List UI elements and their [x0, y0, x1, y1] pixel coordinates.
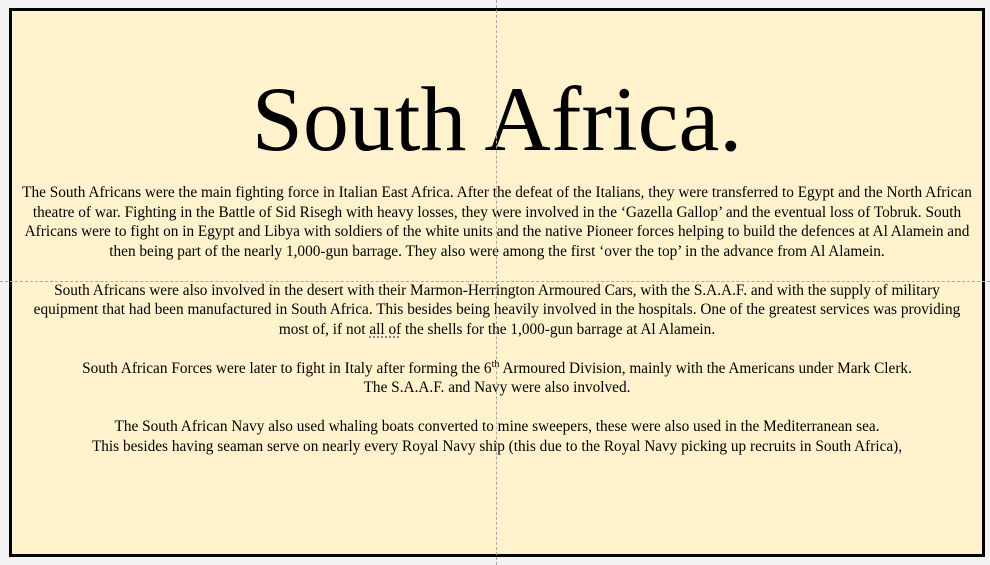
vertical-center-guide[interactable] [496, 0, 497, 565]
ordinal-superscript: th [491, 358, 500, 370]
italy-line-1-end: Armoured Division, mainly with the Americans under Mark Clerk. [499, 359, 912, 377]
paragraph-east-africa: The South Africans were the main fighting force in Italian East Africa. After the defeat of the Italians, they were transferred to Egypt and the North African theatre of war. Fighting in the Battle of Sid Risegh with heavy losses, they were involved in the ‘Gazella Gallop’ and the eventual loss of Tobruk. South Africans were to fight on in Egypt and Libya with soldiers of the white units and the native Pioneer forces helping to build the defences at Al Alamein and then being part of the nearly 1,000-gun barrage. They also were among the first ‘over the top’ in the advance from Al Alamein. [22, 184, 972, 260]
proofing-marked-text: all of [369, 320, 402, 338]
slide-title[interactable]: South Africa. [251, 68, 743, 170]
paragraph-desert-support-end: the shells for the 1,000-gun barrage at Al Alamein. [401, 320, 716, 338]
italy-line-1 [22, 359, 972, 379]
slide[interactable] [9, 8, 985, 557]
paragraph-navy [22, 417, 972, 456]
italy-line-1-start: South African Forces were later to fight in Italy after forming the 6 [82, 359, 492, 377]
navy-line-2: This besides having seaman serve on nearly every Royal Navy ship (this due to the Royal Navy picking up recruits in South Africa), [91, 437, 903, 455]
paragraph-italy [22, 359, 972, 398]
slide-body-text[interactable] [22, 183, 972, 456]
paragraph-desert-support-text: South Africans were also involved in the desert with their Marmon-Herrington Armoured Cars, with the S.A.A.F. and with the supply of military equipment that had been manufactured in South Africa. This besides being heavily involved in the hospitals. One of the greatest services was providing most of, if not [33, 281, 961, 338]
paragraph-desert-support [22, 281, 972, 340]
italy-line-2: The S.A.A.F. and Navy were also involved. [363, 379, 631, 396]
horizontal-center-guide[interactable] [0, 281, 990, 282]
navy-line-1: The South African Navy also used whaling boats converted to mine sweepers, these were also used in the Mediterranean sea. [114, 418, 880, 435]
